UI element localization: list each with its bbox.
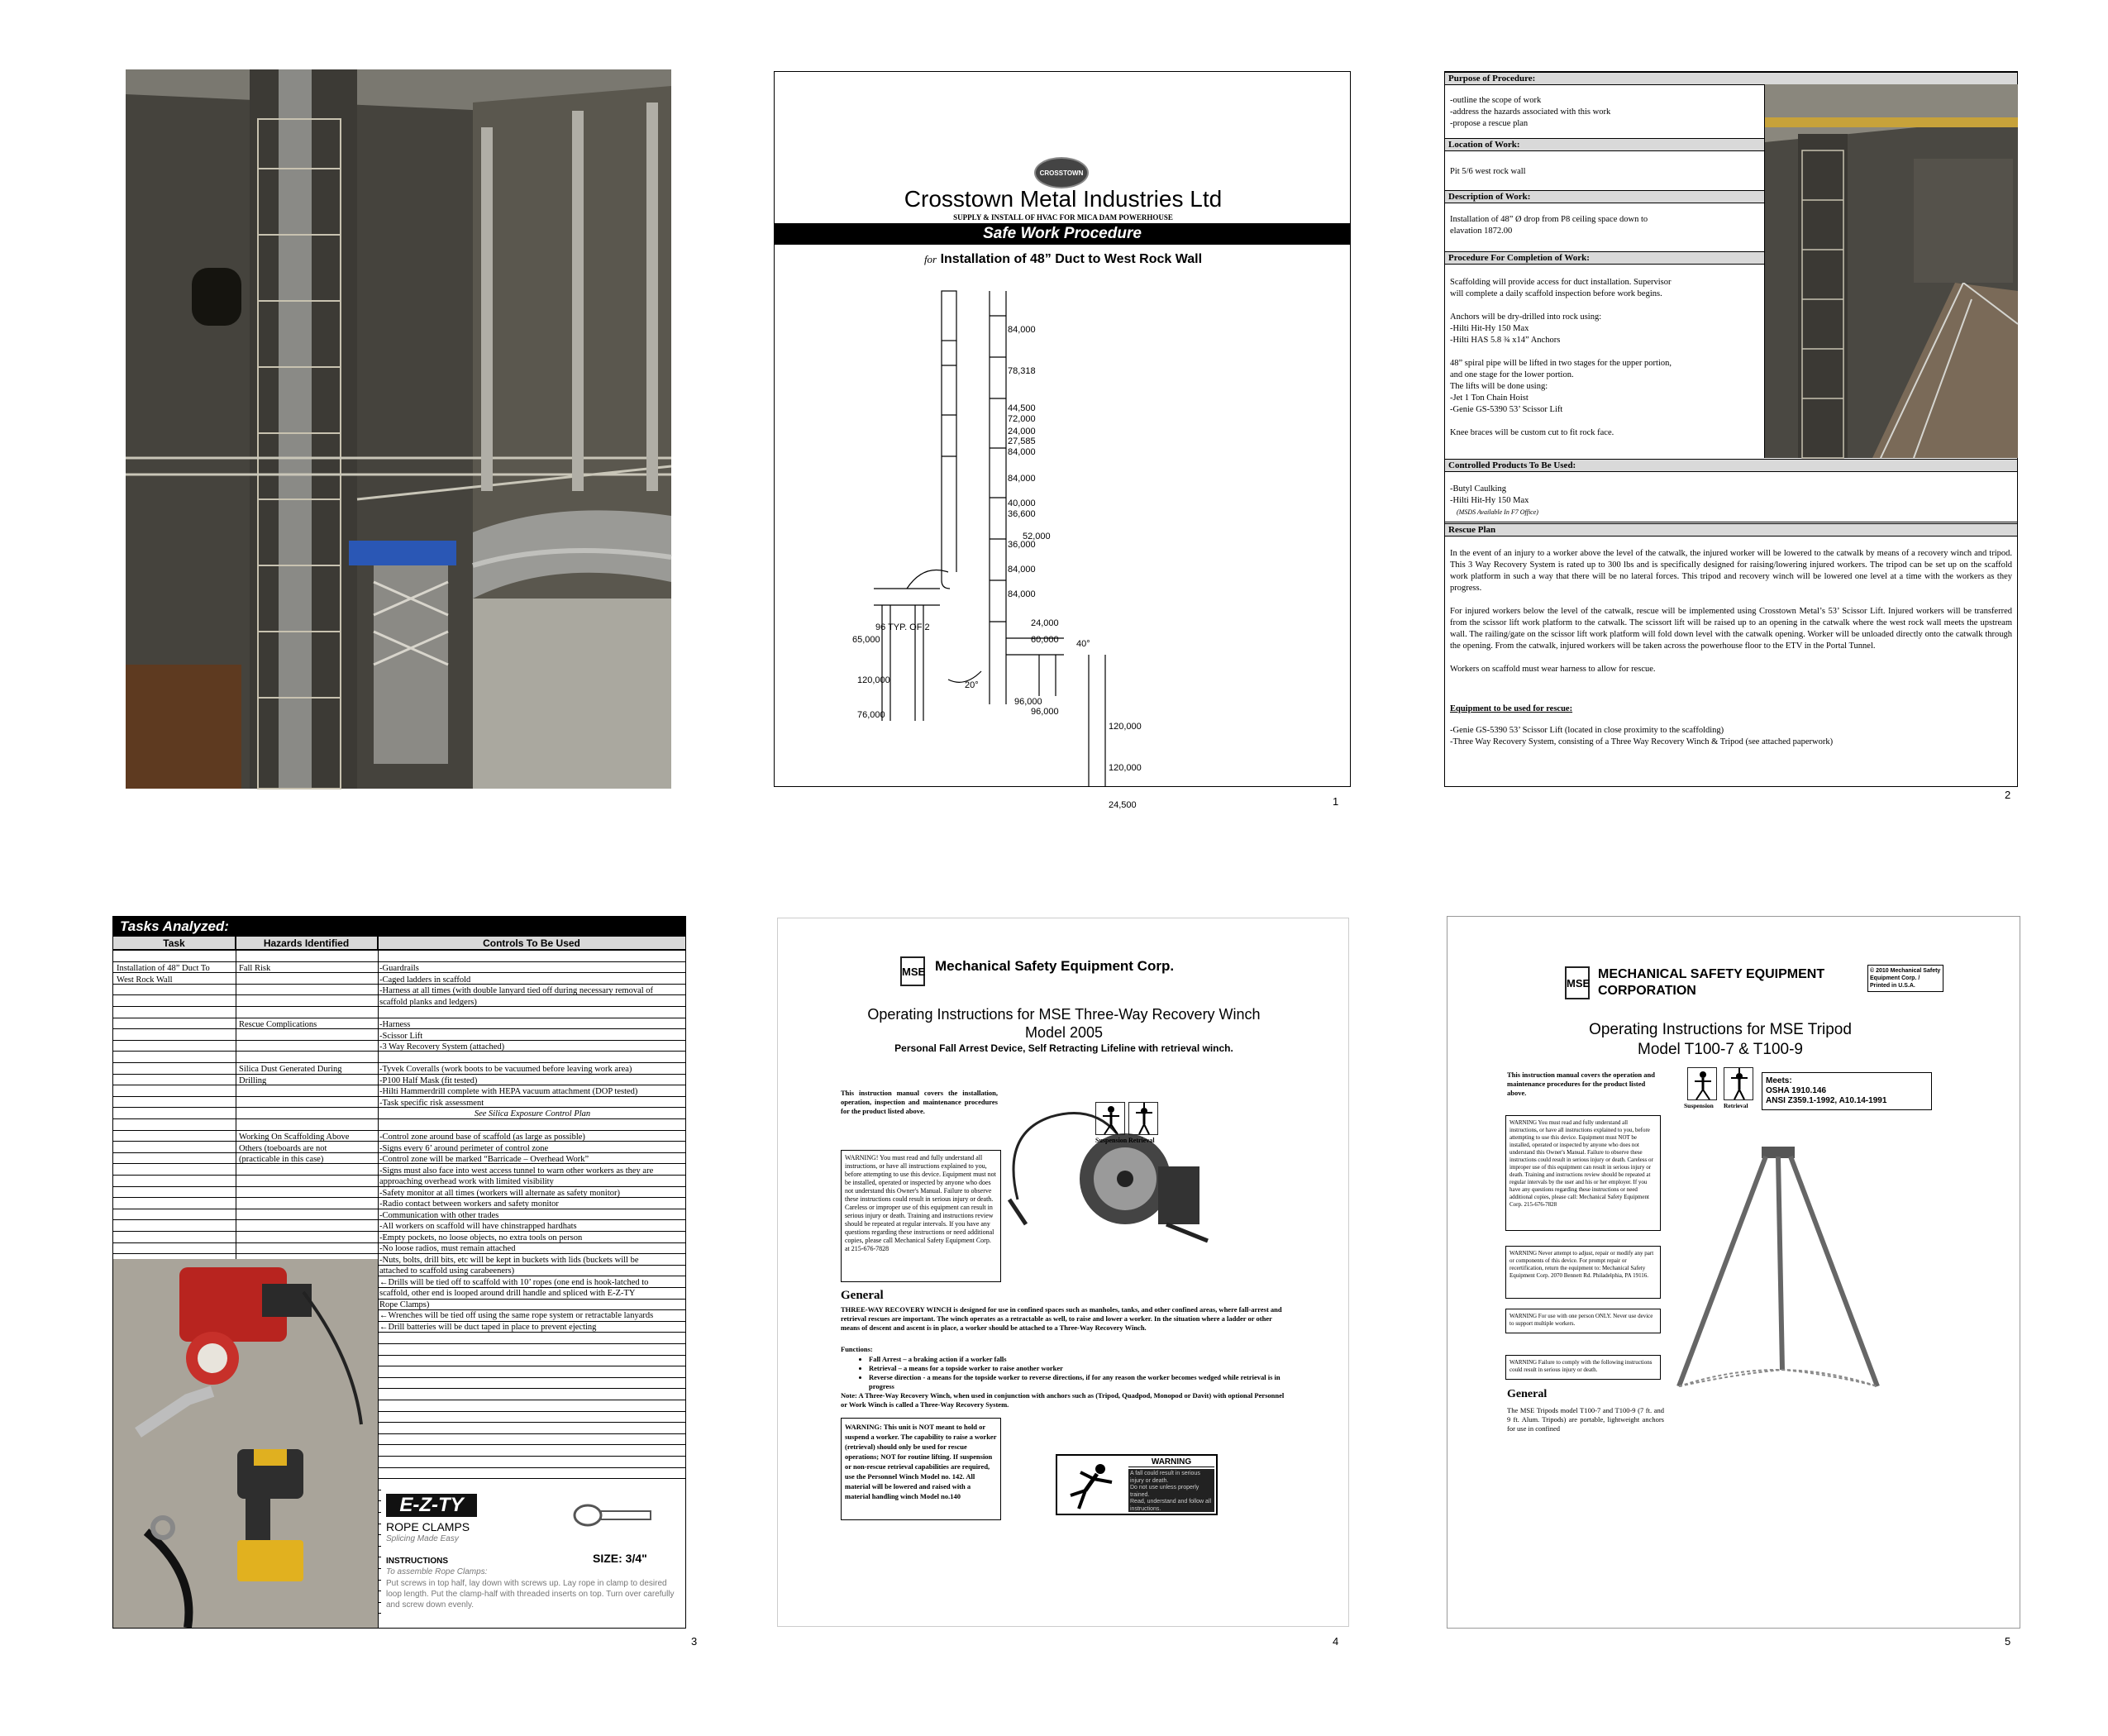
- svg-text:120,000: 120,000: [1109, 722, 1142, 732]
- svg-text:96,000: 96,000: [1031, 707, 1059, 717]
- ezty-instr-head: INSTRUCTIONS: [386, 1557, 448, 1566]
- winch-subtitle: Personal Fall Arrest Device, Self Retracting Lifeline with retrieval winch.: [894, 1042, 1233, 1054]
- functions-head: Functions:: [841, 1345, 873, 1353]
- table-row-line: [113, 1130, 685, 1131]
- page-number: 4: [1333, 1635, 1339, 1648]
- scaffold-photo: [1764, 84, 2017, 458]
- description-body: Installation of 48” Ø drop from P8 ceiling space down to elavation 1872.00: [1450, 215, 1648, 236]
- winch-warning-2: WARNING: This unit is NOT meant to hold or suspend a worker. The capability to raise a worker (retrieval) should only be used for rescue operations; NOT for routine lifting. If suspension or non-rescue retrieval capabilities are required, use the Personnel Winch Model no. 142. All material will be lowered and raised with a material handling winch Model no.140: [841, 1418, 1001, 1520]
- svg-text:36,600: 36,600: [1008, 509, 1036, 519]
- retrieval-icon: [1724, 1067, 1753, 1100]
- tripod-title: Operating Instructions for MSE Tripod: [1589, 1021, 1852, 1038]
- col-task: Task: [113, 937, 236, 950]
- section-header-description: Description of Work:: [1445, 190, 1764, 203]
- ezty-product: ROPE CLAMPS: [386, 1520, 470, 1533]
- retrieval-label: Retrieval: [1724, 1102, 1748, 1109]
- procedure-title: for Installation of 48” Duct to West Rock Wall: [923, 252, 1203, 266]
- procedure-page: [1444, 71, 2018, 787]
- ezty-tagline: Splicing Made Easy: [386, 1534, 459, 1543]
- svg-text:72,000: 72,000: [1008, 414, 1036, 424]
- cover-page: [774, 71, 1351, 810]
- section-header-procedure: Procedure For Completion of Work:: [1445, 251, 1764, 265]
- procedure-body: Scaffolding will provide access for duct installation. Supervisor will complete a daily scaffold inspection before work begins. Anchors will be dry-drilled into rock using: -Hilti Hit-Hy 150 Max -Hilti HAS 5.8 ¾ x14” Anchors 48” spiral pipe will be lifted in two stages for the upper portion, and one stage for the lower portion. The lifts will be done using: -Jet 1 Ton Chain Hoist -Genie GS-5390 53’ Scissor Lift Knee braces will be custom cut to fit rock face.: [1450, 278, 1672, 437]
- table-row-line: [378, 1444, 685, 1445]
- winch-title: Operating Instructions for MSE Three-Way Recovery Winch: [867, 1006, 1261, 1023]
- svg-text:20°: 20°: [965, 680, 979, 690]
- svg-text:24,500: 24,500: [1109, 800, 1137, 810]
- hazard-silica: Silica Dust Generated During Drilling: [239, 1065, 342, 1085]
- svg-text:40,000: 40,000: [1008, 498, 1036, 508]
- tripod-image: [1671, 1147, 1886, 1395]
- meets-head: Meets:: [1766, 1076, 1792, 1085]
- svg-text:84,000: 84,000: [1008, 565, 1036, 575]
- section-header-controlled-products: Controlled Products To Be Used:: [1445, 459, 2017, 472]
- svg-text:40°: 40°: [1076, 639, 1090, 649]
- mse-logo: MSE: [1565, 966, 1590, 999]
- rescue-body: In the event of an injury to a worker above the level of the catwalk, the injured worker will be lowered to the catwalk by means of a recovery winch and tripod. This 3 Way Recovery System is rated up to 300 lbs and is specifically designed for raising/lowering injured workers. The tripod can be set up on the scaffold work platform in such a way that there will be no lateral forces. This tripod and recovery winch will be lowered one level at a time with the workers as they progress. For injured workers below the level of the catwalk, rescue will be implemented using Crosstown Metal’s 53’ Scissor Lift. Injured workers will be transferred from the scissor lift work platform to the catwalk. The scissort lift will be raised up to an opening in the catwalk where the west rock wall meets the upstream wall. The railing/gate on the scissor lift work platform will fold down level with the catwalk opening. Worker will be unloaded directly onto the catwalk through the opening. From the catwalk, injured workers will be taken across the powerhouse floor to the ETV in the Portal Tunnel. Workers on scaffold must wear harness to allow for rescue.: [1450, 549, 2012, 674]
- section-header-rescue: Rescue Plan: [1445, 523, 2017, 537]
- equipment-body: -Genie GS-5390 53’ Scissor Lift (located in close proximity to the scaffolding) -Three Way Recovery System, consisting of a Three Way Recovery Winch & Tripod (see attached paperwork): [1450, 726, 1834, 746]
- equipment-heading: Equipment to be used for rescue:: [1450, 704, 1573, 713]
- ezty-logo: E-Z-TY: [386, 1494, 477, 1517]
- winch-general-head: General: [841, 1289, 884, 1302]
- table-row-line: [378, 1467, 685, 1468]
- company-logo: CROSSTOWN: [1034, 157, 1089, 188]
- company-name: Crosstown Metal Industries Ltd: [904, 186, 1223, 212]
- tasks-analyzed-page: [112, 916, 686, 1629]
- ezty-rope-clamp-sheet: [381, 1487, 685, 1628]
- table-row-line: [378, 1433, 685, 1434]
- warning-label: [1056, 1454, 1218, 1515]
- duct-isometric-drawing: [852, 291, 1271, 820]
- svg-text:36,000: 36,000: [1008, 540, 1036, 550]
- svg-text:120,000: 120,000: [1109, 763, 1142, 773]
- mse-company: MECHANICAL SAFETY EQUIPMENT CORPORATION: [1598, 967, 1825, 998]
- warning-label-title: WARNING: [1128, 1457, 1214, 1467]
- page-number: 2: [2005, 789, 2011, 801]
- table-row-line: [378, 1456, 685, 1457]
- svg-text:84,000: 84,000: [1008, 589, 1036, 599]
- controlled-products-body: -Butyl Caulking -Hilti Hit-Hy 150 Max: [1450, 484, 1529, 505]
- table-row-line: [378, 1343, 685, 1344]
- svg-text:24,000: 24,000: [1031, 618, 1059, 628]
- winch-general-body: THREE-WAY RECOVERY WINCH is designed for use in confined spaces such as manholes, tanks, and other confined areas, where fall-arrest and retrieval rescues are important. The winch operates as a retractable as well, to raise and lower a worker. In the situation where a ladder or other means of descent and ascent is in place, a worker should be attached to a Three-Way Recovery Winch.: [841, 1305, 1282, 1332]
- meets-ansi: ANSI Z359.1-1992, A10.14-1991: [1766, 1096, 1887, 1105]
- svg-text:44,500: 44,500: [1008, 403, 1036, 413]
- tripod-general-body: The MSE Tripods model T100-7 and T100-9 (7 ft. and 9 ft. Alum. Tripods) are portable, lightweight anchors for use in confined: [1507, 1406, 1664, 1433]
- page-number: 3: [691, 1635, 698, 1648]
- table-row-line: [378, 1377, 685, 1378]
- hazard-rescue: Rescue Complications: [239, 1020, 317, 1029]
- controls-rescue: -Harness -Scissor Lift -3 Way Recovery System (attached): [379, 1020, 505, 1052]
- suspension-label: Suspension: [1095, 1137, 1128, 1144]
- meets-osha: OSHA 1910.146: [1766, 1086, 1827, 1095]
- tripod-manual-page: [1447, 916, 2020, 1629]
- mse-logo: MSE: [900, 956, 925, 986]
- tripod-warning-1: WARNING You must read and fully understand all instructions, or have all instructions explained to you, before attempting to use this device. Equipment must NOT be installed, operated or inspected by anyone who does not understand this Owner's Manual. Failure to observe these instructions could result in serious injury or death. Careless or improper use of this equipment can result in serious injury or death. Training and instructions review should be repeated at regular intervals by the user and his or her employer. If you have any questions regarding these instructions or need additional copies, please call: Mechanical Safety Equipment Corp. 215-676-7828: [1505, 1115, 1661, 1231]
- svg-text:96 TYP. OF 2: 96 TYP. OF 2: [875, 622, 930, 632]
- purpose-body: -outline the scope of work -address the hazards associated with this work -propose a rescue plan: [1450, 96, 1611, 128]
- tripod-warning-2: WARNING Never attempt to adjust, repair or modify any part or components of this device. For prompt repair or recertification, return the equipment to: Mechanical Safety Equipment Corp. 2070 Bennett Rd. Philadelphia, PA 19116.: [1505, 1246, 1661, 1299]
- section-header-location: Location of Work:: [1445, 138, 1764, 151]
- page-number: 1: [1333, 795, 1339, 808]
- functions-list: [869, 1355, 1290, 1391]
- warning-label-text: A fall could result in serious injury or death. Do not use unless properly trained. Read, understand and follow all instructions.: [1128, 1469, 1214, 1512]
- table-row-line: [113, 961, 685, 962]
- location-body: Pit 5/6 west rock wall: [1450, 167, 1526, 176]
- svg-text:84,000: 84,000: [1008, 447, 1036, 457]
- svg-text:120,000: 120,000: [857, 675, 890, 685]
- mse-company: Mechanical Safety Equipment Corp.: [935, 958, 1175, 974]
- tripod-intro: This instruction manual covers the operation and maintenance procedures for the product listed above.: [1507, 1071, 1655, 1097]
- table-row-line: [378, 1422, 685, 1423]
- grid-divider: [378, 937, 379, 1628]
- section-header-purpose: Purpose of Procedure:: [1445, 72, 2017, 85]
- function-item: • Fall Arrest – a braking action if a worker falls: [869, 1355, 1290, 1364]
- table-row-line: [378, 1411, 685, 1412]
- winch-manual-page: [777, 918, 1349, 1627]
- tripod-warning-3: WARNING For use with one person ONLY. Never use device to support multiple workers.: [1505, 1309, 1661, 1333]
- svg-text:76,000: 76,000: [857, 710, 885, 720]
- safe-work-banner: Safe Work Procedure: [775, 223, 1350, 245]
- table-row-line: [378, 1355, 685, 1356]
- col-controls: Controls To Be Used: [378, 937, 685, 950]
- winch-note: Note: A Three-Way Recovery Winch, when used in conjunction with anchors such as (Tripod, Quadpod, Monopod or Davit) with optional Personnel or Work Winch is called a Three-Way Recovery System.: [841, 1391, 1285, 1409]
- controls-scaffold: -Control zone around base of scaffold (as large as possible) -Signs every 6’ around perimeter of control zone -Control zone will be marked “Barricade – Overhead Work” -Signs must also face into west access tunnel to warn other workers as they are approaching overhead work with limited visibility -Safety monitor at all times (workers will alternate as safety monitor) -Radio contact between workers and safety monitor -Communication with other trades -All workers on scaffold will have chinstrapped hardhats -Empty pockets, no loose objects, no extra tools on person -No loose radios, must remain attached -Nuts, bolts, drill bits, etc will be kept in buckets with lids (buckets will be attached to scaffold using carabeeners) ←Drills will be tied off to scaffold with 10’ ropes (one end is hook-latched to scaffold, other end is looped around drill handle and spliced with E-Z-TY Rope Clamps) ←Wrenches will be tied off using the same rope system or retractable lanyards ←Drill batteries will be duct taped in place to prevent ejecting: [379, 1133, 654, 1332]
- controls-fall: -Guardrails -Caged ladders in scaffold -Harness at all times (with double lanyard tied off during necessary removal of scaffold planks and ledgers): [379, 964, 654, 1007]
- controls-silica: -Tyvek Coveralls (work boots to be vacuumed before leaving work area) -P100 Half Mask (fit tested) -Hilti Hammerdrill complete with HEPA vacuum attachment (DOP tested) -Task specific risk assessment: [379, 1065, 638, 1108]
- winch-intro: This instruction manual covers the installation, operation, inspection and maintenance procedures for the product listed above.: [841, 1089, 998, 1115]
- retrieval-icon: [1128, 1102, 1158, 1135]
- col-hazards: Hazards Identified: [236, 937, 378, 950]
- svg-text:78,318: 78,318: [1008, 366, 1036, 376]
- msds-note: (MSDS Available In F7 Office): [1457, 508, 1538, 516]
- powerhouse-photo: [126, 69, 671, 789]
- table-row-line: [113, 1062, 685, 1063]
- project-subtitle: SUPPLY & INSTALL OF HVAC FOR MICA DAM POWERHOUSE: [953, 213, 1173, 222]
- ezty-size: SIZE: 3/4": [593, 1552, 647, 1565]
- function-item: • Retrieval – a means for a topside worker to raise another worker: [869, 1364, 1290, 1373]
- svg-text:84,000: 84,000: [1008, 474, 1036, 484]
- task-cell: Installation of 48” Duct To West Rock Wall: [117, 964, 210, 985]
- ezty-instr-body: Put screws in top half, lay down with screws up. Lay rope in clamp to desired loop length. Put the clamp-half with threaded inserts on top. Turn over carefully and screw down evenly.: [386, 1579, 675, 1610]
- tripod-general-head: General: [1507, 1388, 1548, 1400]
- svg-text:52,000: 52,000: [1023, 532, 1051, 541]
- page-number: 5: [2005, 1635, 2011, 1648]
- suspension-icon: [1095, 1102, 1125, 1135]
- winch-model: Model 2005: [1024, 1024, 1104, 1041]
- tripod-warning-4: WARNING Failure to comply with the following instructions could result in serious injury or death.: [1505, 1355, 1661, 1380]
- rope-clamp-icon: [571, 1499, 654, 1532]
- copyright-box: © 2010 Mechanical Safety Equipment Corp. / Printed in U.S.A.: [1867, 965, 1943, 992]
- svg-text:24,000: 24,000: [1008, 427, 1036, 436]
- ezty-instr-sub: To assemble Rope Clamps:: [386, 1567, 488, 1576]
- table-row-line: [378, 1478, 685, 1479]
- suspension-label: Suspension: [1684, 1102, 1714, 1109]
- silica-plan-note: See Silica Exposure Control Plan: [474, 1109, 591, 1118]
- hazard-scaffold: Working On Scaffolding Above Others (toeboards are not (practicable in this case): [239, 1133, 350, 1164]
- tasks-banner: Tasks Analyzed:: [113, 917, 685, 937]
- retrieval-label: Retrieval: [1128, 1137, 1155, 1144]
- svg-text:84,000: 84,000: [1008, 325, 1036, 335]
- svg-text:60,000: 60,000: [1031, 635, 1059, 645]
- tripod-model: Model T100-7 & T100-9: [1638, 1041, 1803, 1058]
- table-row-line: [113, 950, 685, 951]
- svg-text:65,000: 65,000: [852, 635, 880, 645]
- function-item: • Reverse direction - a means for the topside worker to reverse directions, if for any reason the worker becomes wedged while retrieval is in progress: [869, 1373, 1290, 1391]
- standards-box: [1762, 1072, 1932, 1110]
- tools-photo: [113, 1259, 378, 1628]
- hazard-fall: Fall Risk: [239, 964, 271, 973]
- falling-person-icon: [1061, 1461, 1127, 1512]
- svg-text:27,585: 27,585: [1008, 436, 1036, 446]
- winch-warning-1: WARNING! You must read and fully understand all instructions, or have all instructions explained to you, before attempting to use this device. Equipment must not be installed, operated or inspected by anyone who does not understand this Owner's Manual. Failure to observe these instructions could result in serious injury or death. Careless or improper use of this equipment can result in serious injury or death. Training and instructions review should be repeated at regular intervals. If you have any questions regarding these instructions or need additional copies, please call Mechanical Safety Equipment Corp. at 215-676-7828: [841, 1150, 1001, 1282]
- table-row-line: [378, 1388, 685, 1389]
- svg-text:96,000: 96,000: [1014, 697, 1042, 707]
- suspension-icon: [1687, 1067, 1717, 1100]
